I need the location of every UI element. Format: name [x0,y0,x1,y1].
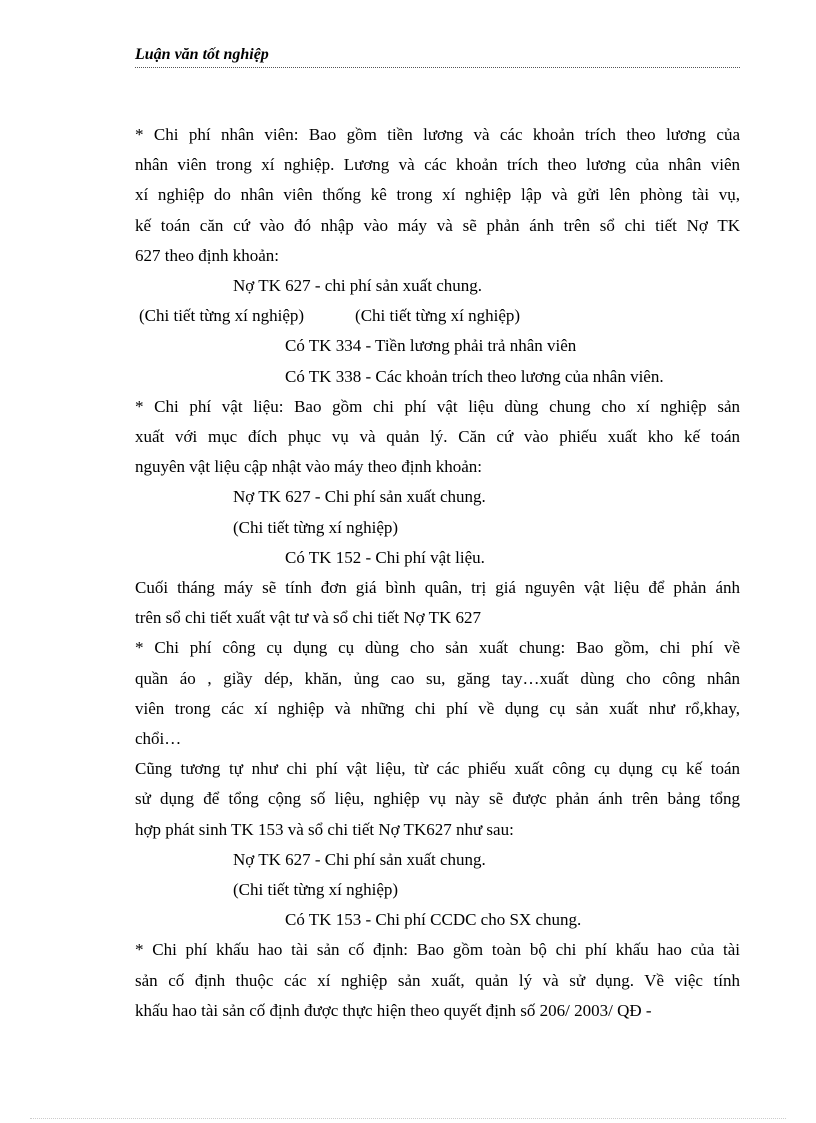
entry2-credit: Có TK 152 - Chi phí vật liệu. [285,547,485,567]
para4-line: chổi… [135,729,182,749]
para4-line: viên trong các xí nghiệp và những chi phí về dụng cụ sản xuất như rổ,khay, [135,698,740,718]
para3-line: trên sổ chi tiết xuất vật tư và sổ chi tiết Nợ TK 627 [135,608,482,628]
entry1-credit1: Có TK 334 - Tiền lương phải trả nhân viên [285,336,577,356]
entry3-debit: Nợ TK 627 - Chi phí sản xuất chung. [233,849,486,869]
entry2-detail: (Chi tiết từng xí nghiệp) [233,517,399,537]
entry2-debit: Nợ TK 627 - Chi phí sản xuất chung. [233,487,486,507]
para5-line: Cũng tương tự như chi phí vật liệu, từ các phiếu xuất công cụ dụng cụ kế toán [135,759,740,779]
entry1-credit2: Có TK 338 - Các khoản trích theo lương của nhân viên. [285,366,664,386]
para6-line: * Chi phí khấu hao tài sản cố định: Bao gồm toàn bộ chi phí khấu hao của tài [135,940,740,960]
page-header [135,46,740,68]
header-title: Luận văn tốt nghiệp [135,46,269,63]
para1-line: 627 theo định khoản: [135,245,280,265]
footer-divider [30,1118,786,1119]
para5-line: sử dụng để tổng cộng số liệu, nghiệp vụ này sẽ được phản ánh trên bảng tổng [135,789,740,809]
para1-line: nhân viên trong xí nghiệp. Lương và các khoản trích theo lương của nhân viên [135,155,740,175]
para4-line: * Chi phí công cụ dụng cụ dùng cho sản xuất chung: Bao gồm, chi phí về [135,638,740,658]
para6-line: sản cố định thuộc các xí nghiệp sản xuất, quản lý và sử dụng. Về việc tính [135,970,740,990]
entry1-debit: Nợ TK 627 - chi phí sản xuất chung. [233,276,482,296]
entry3-credit: Có TK 153 - Chi phí CCDC cho SX chung. [285,910,582,930]
para1-line: xí nghiệp do nhân viên thống kê trong xí nghiệp lập và gửi lên phòng tài vụ, [135,185,740,205]
para2-line: * Chi phí vật liệu: Bao gồm chi phí vật liệu dùng chung cho xí nghiệp sản [135,396,740,416]
para1-line: * Chi phí nhân viên: Bao gồm tiền lương và các khoản trích theo lương của [135,125,740,144]
para2-line: nguyên vật liệu cập nhật vào máy theo định khoản: [135,457,482,477]
para1-line: kế toán căn cứ vào đó nhập vào máy và sẽ phản ánh trên sổ chi tiết Nợ TK [135,215,740,235]
para5-line: hợp phát sinh TK 153 và sổ chi tiết Nợ TK627 như sau: [135,819,514,839]
entry1-detail: (Chi tiết từng xí nghiệp) (Chi tiết từng xí nghiệp) [139,306,521,326]
document-body [135,120,740,1026]
para6-line: khấu hao tài sản cố định được thực hiện theo quyết định số 206/ 2003/ QĐ - [135,1000,652,1020]
para4-line: quần áo , giầy dép, khăn, ủng cao su, găng tay…xuất dùng cho công nhân [135,668,740,688]
entry3-detail: (Chi tiết từng xí nghiệp) [233,880,399,900]
para3-line: Cuối tháng máy sẽ tính đơn giá bình quân, trị giá nguyên vật liệu để phản ánh [135,578,740,598]
para2-line: xuất với mục đích phục vụ và quản lý. Căn cứ vào phiếu xuất kho kế toán [135,427,740,447]
